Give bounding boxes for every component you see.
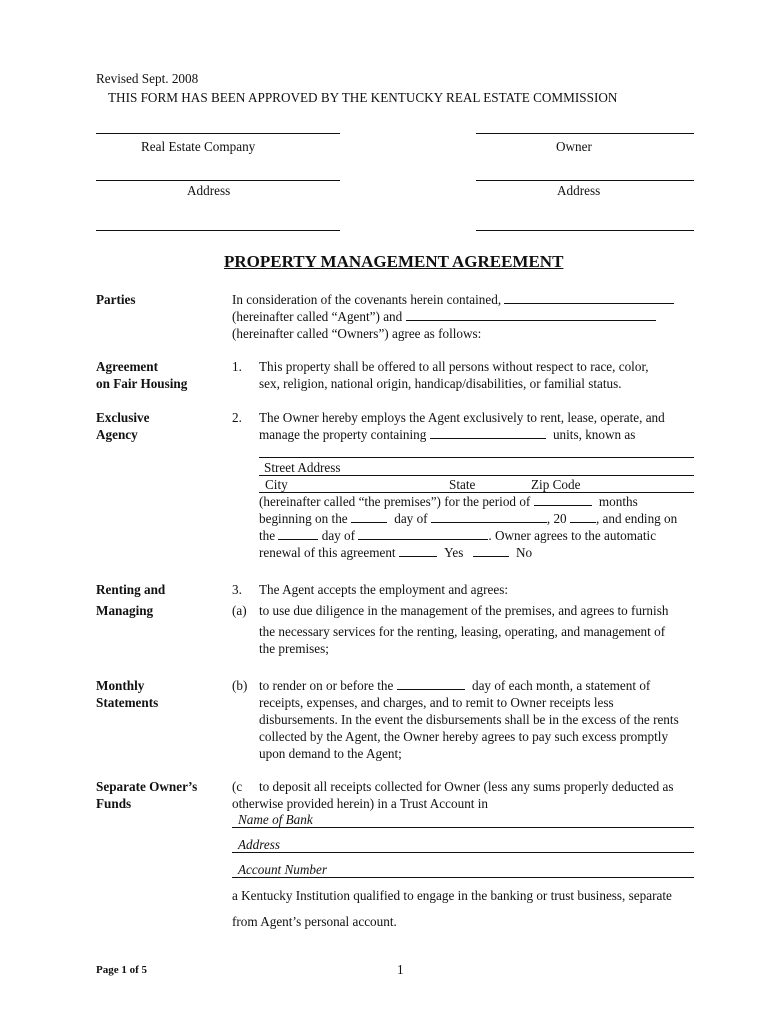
owner-address-label: Address [557,183,601,198]
renting-text-1: to use due diligence in the management of the premises, and agrees to furnish [259,603,669,618]
renting-heading-1: Renting and [96,582,166,597]
begin-year-field[interactable] [570,511,596,523]
renting-text-3: the premises; [259,641,329,656]
monthly-text-4: collected by the Agent, the Owner hereby agrees to pay such excess promptly [259,729,669,744]
parties-heading: Parties [96,292,136,307]
separate-heading-1: Separate Owner’s [96,779,198,794]
fair-housing-heading-2: on Fair Housing [96,376,188,391]
owner-name-field[interactable] [406,309,656,321]
owner-label: Owner [556,139,592,154]
renewal-line: renewal of this agreement Yes No [259,545,533,560]
subclause-b: (b) [232,678,248,693]
begin-month-field[interactable] [431,511,547,523]
owner-address-line-2[interactable] [476,230,694,231]
separate-text-4: from Agent’s personal account. [232,914,397,929]
document-title: PROPERTY MANAGEMENT AGREEMENT [224,252,564,271]
statement-day-field[interactable] [397,678,465,690]
revised-date: Revised Sept. 2008 [96,71,199,86]
monthly-heading-1: Monthly [96,678,145,693]
subclause-c: (c [232,779,243,794]
clause-number: 2. [232,410,242,425]
end-month-field[interactable] [358,528,488,540]
beginning-line: beginning on the day of , 20 , and ending on [259,511,678,526]
agent-name-field[interactable] [504,292,674,304]
fair-housing-text-2: sex, religion, national origin, handicap/disabilities, or familial status. [259,376,622,391]
fair-housing-heading-1: Agreement [96,359,159,374]
account-number-field[interactable]: Account Number [232,862,694,878]
company-label: Real Estate Company [141,139,256,154]
renewal-no-field[interactable] [473,545,509,557]
page-label: Page 1 of 5 [96,964,148,976]
approval-notice: THIS FORM HAS BEEN APPROVED BY THE KENTUCKY REAL ESTATE COMMISSION [108,90,618,105]
clause-number: 1. [232,359,242,374]
separate-text-3: a Kentucky Institution qualified to engage in the banking or trust business, separate [232,888,672,903]
monthly-text-2: receipts, expenses, and charges, and to remit to Owner receipts less [259,695,614,710]
property-description-line[interactable] [259,457,694,458]
period-line: (hereinafter called “the premises”) for the period of months [259,494,638,509]
company-line[interactable] [96,133,340,134]
separate-heading-2: Funds [96,796,132,811]
begin-day-field[interactable] [351,511,387,523]
monthly-text-3: disbursements. In the event the disbursements shall be in the excess of the rents [259,712,679,727]
ending-line: the day of . Owner agrees to the automatic [259,528,657,543]
clause-number: 3. [232,582,242,597]
monthly-text-5: upon demand to the Agent; [259,746,402,761]
subclause-a: (a) [232,603,247,618]
renting-text-0: The Agent accepts the employment and agrees: [259,582,509,597]
exclusive-heading-1: Exclusive [96,410,150,425]
parties-text-3: (hereinafter called “Owners”) agree as follows: [232,326,482,341]
parties-text: In consideration of the covenants herein contained, [232,292,674,308]
parties-text-2: (hereinafter called “Agent”) and [232,309,656,325]
owner-line[interactable] [476,133,694,134]
separate-text-2: otherwise provided herein) in a Trust Account in [232,796,489,811]
end-day-field[interactable] [278,528,318,540]
owner-address-line[interactable] [476,180,694,181]
page-number: 1 [397,962,404,977]
units-field[interactable] [430,427,546,439]
exclusive-heading-2: Agency [96,427,138,442]
separate-text-1: to deposit all receipts collected for Owner (less any sums properly deducted as [259,779,674,794]
renewal-yes-field[interactable] [399,545,437,557]
company-address-label: Address [187,183,231,198]
city-state-zip-field[interactable]: City State Zip Code [259,477,694,493]
company-address-line-2[interactable] [96,230,340,231]
period-months-field[interactable] [534,494,592,506]
exclusive-text-1: The Owner hereby employs the Agent exclusively to rent, lease, operate, and [259,410,665,425]
exclusive-text-2: manage the property containing units, known as [259,427,636,442]
bank-name-field[interactable]: Name of Bank [232,812,694,828]
fair-housing-text-1: This property shall be offered to all persons without respect to race, color, [259,359,649,374]
monthly-heading-2: Statements [96,695,159,710]
bank-address-field[interactable]: Address [232,837,694,853]
street-address-field[interactable]: Street Address [259,460,694,476]
monthly-text-1: to render on or before the day of each month, a statement of [259,678,651,693]
renting-heading-2: Managing [96,603,154,618]
renting-text-2: the necessary services for the renting, leasing, operating, and management of [259,624,666,639]
company-address-line[interactable] [96,180,340,181]
